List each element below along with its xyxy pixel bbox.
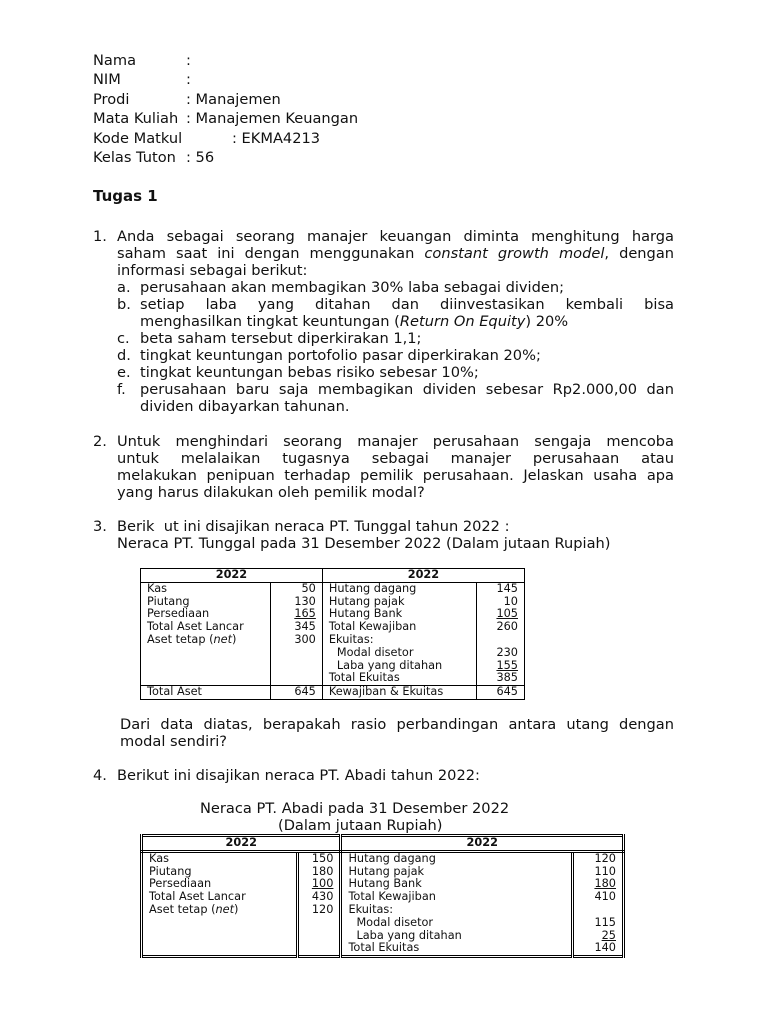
t1-total-left-value: 645 xyxy=(271,686,323,700)
t1-total-left-label: Total Aset xyxy=(141,686,271,700)
t1-right-values: 145 10 105 260 230 155 385 xyxy=(477,582,525,685)
q1-item-a-text: perusahaan akan membagikan 30% laba sebagai dividen; xyxy=(140,279,565,296)
info-value-nim: : xyxy=(186,71,191,88)
t1-total-right-value: 645 xyxy=(477,686,525,700)
balance-sheet-tunggal xyxy=(140,568,525,700)
info-label-nim: NIM xyxy=(93,71,121,88)
q4-caption1: Neraca PT. Abadi pada 31 Desember 2022 xyxy=(200,800,510,817)
q1-intro-line3: informasi sebagai berikut: xyxy=(117,262,308,279)
info-value-kelas: : 56 xyxy=(186,149,215,166)
q1-item-b-text: setiap laba yang ditahan dan diinvestasikan kembali bisa xyxy=(140,296,674,313)
q1-item-f-letter: f. xyxy=(117,381,126,398)
info-label-prodi: Prodi xyxy=(93,91,130,108)
t1-left-labels: Kas Piutang Persediaan Total Aset Lancar Aset tetap (net) xyxy=(141,582,271,685)
q3-question-line1: Dari data diatas, berapakah rasio perbandingan antara utang dengan xyxy=(120,716,674,733)
q3-number: 3. xyxy=(93,518,107,535)
q2-number: 2. xyxy=(93,433,107,450)
balance-sheet-abadi xyxy=(140,834,625,958)
q3-line2: Neraca PT. Tunggal pada 31 Desember 2022 (Dalam jutaan Rupiah) xyxy=(117,535,611,552)
q1-number: 1. xyxy=(93,228,107,245)
t2-left-values: 150 180 100 430 120 xyxy=(297,851,341,956)
t1-total-right-label: Kewajiban & Ekuitas xyxy=(322,686,477,700)
t2-year-right: 2022 xyxy=(341,836,624,852)
q1-item-e-letter: e. xyxy=(117,364,131,381)
q1-intro-line2: saham saat ini dengan menggunakan constant growth model, dengan xyxy=(117,245,675,262)
q2-line1: Untuk menghindari seorang manajer perusahaan sengaja mencoba xyxy=(117,433,674,450)
q1-item-b-cont: menghasilkan tingkat keuntungan (Return On Equity) 20% xyxy=(140,313,569,330)
q2-line4: yang harus dilakukan oleh pemilik modal? xyxy=(117,484,425,501)
info-label-kode: Kode Matkul xyxy=(93,130,183,147)
q4-caption2: (Dalam jutaan Rupiah) xyxy=(278,817,443,834)
q3-line1: Berik ut ini disajikan neraca PT. Tunggal tahun 2022 : xyxy=(117,518,510,535)
t1-year-right: 2022 xyxy=(322,569,524,583)
info-value-nama: : xyxy=(186,52,191,69)
info-label-kelas: Kelas Tuton xyxy=(93,149,176,166)
q2-line2: untuk melalaikan tugasnya sebagai manajer perusahaan atau xyxy=(117,450,674,467)
t2-right-labels: Hutang dagang Hutang pajak Hutang Bank Total Kewajiban Ekuitas: Modal disetor Laba yang ditahan Total Ekuitas xyxy=(341,851,573,956)
q1-item-d-text: tingkat keuntungan portofolio pasar diperkirakan 20%; xyxy=(140,347,541,364)
q1-item-e-text: tingkat keuntungan bebas risiko sebesar 10%; xyxy=(140,364,479,381)
q1-item-d-letter: d. xyxy=(117,347,131,364)
assignment-title: Tugas 1 xyxy=(93,187,158,205)
info-label-nama: Nama xyxy=(93,52,137,69)
t1-left-values: 50 130 165 345 300 xyxy=(271,582,323,685)
info-label-matkul: Mata Kuliah xyxy=(93,110,179,127)
q1-item-c-letter: c. xyxy=(117,330,130,347)
q1-item-a-letter: a. xyxy=(117,279,131,296)
q4-number: 4. xyxy=(93,767,107,784)
q1-item-b-letter: b. xyxy=(117,296,131,313)
t2-left-labels: Kas Piutang Persediaan Total Aset Lancar Aset tetap (net) xyxy=(142,851,298,956)
q4-line1: Berikut ini disajikan neraca PT. Abadi tahun 2022: xyxy=(117,767,480,784)
q1-item-f-cont: dividen dibayarkan tahunan. xyxy=(140,398,350,415)
info-value-prodi: : Manajemen xyxy=(186,91,281,108)
t2-year-left: 2022 xyxy=(142,836,341,852)
q3-question-line2: modal sendiri? xyxy=(120,733,227,750)
q2-line3: melakukan penipuan terhadap pemilik perusahaan. Jelaskan usaha apa xyxy=(117,467,674,484)
q1-item-f-text: perusahaan baru saja membagikan dividen sebesar Rp2.000,00 dan xyxy=(140,381,674,398)
t1-year-left: 2022 xyxy=(141,569,323,583)
q1-item-c-text: beta saham tersebut diperkirakan 1,1; xyxy=(140,330,422,347)
q1-intro-line1: Anda sebagai seorang manajer keuangan diminta menghitung harga xyxy=(117,228,674,245)
t1-right-labels: Hutang dagang Hutang pajak Hutang Bank Total Kewajiban Ekuitas: Modal disetor Laba yang ditahan Total Ekuitas xyxy=(322,582,477,685)
info-value-matkul: : Manajemen Keuangan xyxy=(186,110,359,127)
t2-right-values: 120 110 180 410 115 25 140 xyxy=(572,851,623,956)
info-value-kode: : EKMA4213 xyxy=(232,130,321,147)
